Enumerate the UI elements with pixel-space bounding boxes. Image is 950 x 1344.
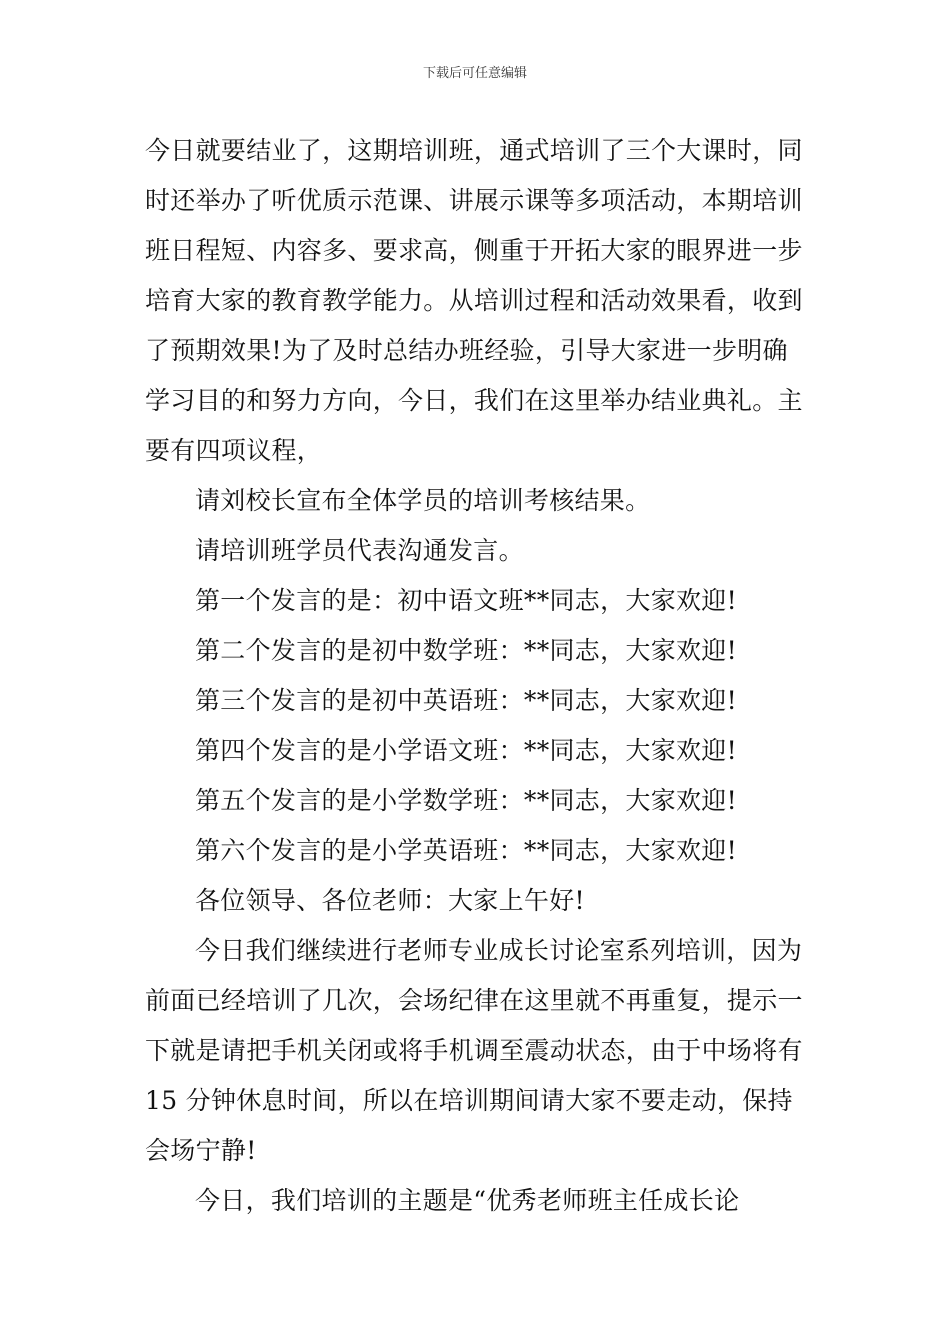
page-header-note: 下载后可任意编辑 xyxy=(422,66,527,81)
paragraph-intro: 今日就要结业了，这期培训班，通式培训了三个大课时，同时还举办了听优质示范课、讲展示课等多项活动，本期培训班日程短、内容多、要求高，侧重于开拓大家的眼界进一步培育大家的教育教学能力。从培训过程和活动效果看，收到了预期效果!为了及时总结办班经验，引导大家进一步明确学习目的和努力方向，今日，我们在这里举办结业典礼。主要有四项议程， xyxy=(145,136,803,465)
paragraph-speaker-2: 第二个发言的是初中数学班：**同志，大家欢迎! xyxy=(195,636,737,665)
paragraph-speaker-4: 第四个发言的是小学语文班：**同志，大家欢迎! xyxy=(195,736,737,765)
paragraph-agenda-2: 请培训班学员代表沟通发言。 xyxy=(195,536,524,565)
paragraph-speaker-6: 第六个发言的是小学英语班：**同志，大家欢迎! xyxy=(195,836,737,865)
paragraph-agenda-1: 请刘校长宣布全体学员的培训考核结果。 xyxy=(195,486,651,515)
paragraph-speaker-3: 第三个发言的是初中英语班：**同志，大家欢迎! xyxy=(195,686,737,715)
paragraph-speaker-5: 第五个发言的是小学数学班：**同志，大家欢迎! xyxy=(195,786,737,815)
document-body xyxy=(145,126,810,1226)
paragraph-training-notice: 今日我们继续进行老师专业成长讨论室系列培训，因为前面已经培训了几次，会场纪律在这里就不再重复，提示一下就是请把手机关闭或将手机调至震动状态，由于中场将有 15 分钟休息时间，所以在培训期间请大家不要走动，保持会场宁静! xyxy=(145,936,812,1165)
paragraph-greeting: 各位领导、各位老师：大家上午好! xyxy=(195,886,585,915)
paragraph-speaker-1: 第一个发言的是：初中语文班**同志，大家欢迎! xyxy=(195,586,737,615)
paragraph-training-theme: 今日，我们培训的主题是“优秀老师班主任成长论 xyxy=(195,1186,740,1215)
